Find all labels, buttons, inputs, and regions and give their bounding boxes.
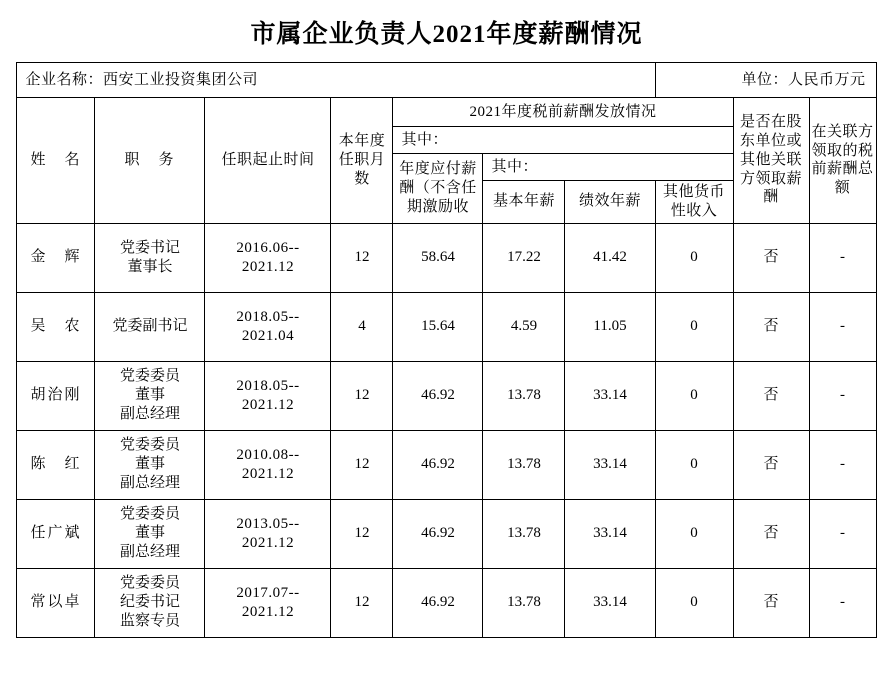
cell-months: 12 — [331, 361, 393, 430]
cell-position — [95, 361, 205, 430]
cell-other-monetary: 0 — [655, 499, 733, 568]
info-row — [17, 63, 876, 98]
table-row — [17, 430, 876, 499]
tenure-line: 2017.07-- — [236, 584, 300, 601]
position-line: 副总经理 — [119, 474, 180, 491]
header-among-which-2: 其中： — [483, 154, 733, 181]
position-line: 副总经理 — [119, 543, 180, 560]
position-line: 董事 — [134, 456, 165, 473]
cell-from-shareholder: 否 — [733, 223, 809, 292]
cell-performance-salary: 33.14 — [565, 430, 655, 499]
header-name: 姓 名 — [17, 98, 95, 224]
position-line: 党委副书记 — [112, 318, 188, 335]
cell-basic-salary: 13.78 — [483, 430, 565, 499]
header-months: 本年度任职月数 — [331, 98, 393, 224]
tenure-line: 2016.06-- — [236, 239, 300, 256]
position-line: 党委委员 — [119, 506, 180, 523]
cell-months: 12 — [331, 568, 393, 637]
cell-name: 金 辉 — [17, 223, 95, 292]
tenure-line: 2021.12 — [241, 396, 295, 413]
cell-annual-payable: 46.92 — [393, 361, 483, 430]
tenure-line: 2021.12 — [241, 603, 295, 620]
cell-basic-salary: 13.78 — [483, 568, 565, 637]
position-line: 董事 — [134, 525, 165, 542]
cell-tenure — [205, 361, 331, 430]
table-row — [17, 223, 876, 292]
cell-related-party-total: - — [809, 361, 876, 430]
cell-other-monetary: 0 — [655, 292, 733, 361]
header-annual-payable: 年度应付薪酬（不含任期激励收 — [393, 154, 483, 224]
cell-tenure — [205, 568, 331, 637]
company-name-cell — [17, 63, 655, 98]
unit-cell: 单位：人民币万元 — [655, 63, 876, 98]
header-row-1 — [17, 98, 876, 127]
cell-performance-salary: 11.05 — [565, 292, 655, 361]
cell-name: 胡治刚 — [17, 361, 95, 430]
cell-months: 12 — [331, 499, 393, 568]
cell-basic-salary: 4.59 — [483, 292, 565, 361]
table-row — [17, 361, 876, 430]
cell-position — [95, 568, 205, 637]
cell-from-shareholder: 否 — [733, 499, 809, 568]
cell-name: 常以卓 — [17, 568, 95, 637]
tenure-line: 2021.12 — [241, 465, 295, 482]
cell-related-party-total: - — [809, 499, 876, 568]
cell-other-monetary: 0 — [655, 430, 733, 499]
header-from-shareholder: 是否在股东单位或其他关联方领取薪酬 — [733, 98, 809, 224]
cell-related-party-total: - — [809, 292, 876, 361]
cell-performance-salary: 41.42 — [565, 223, 655, 292]
cell-from-shareholder: 否 — [733, 568, 809, 637]
header-basic-salary: 基本年薪 — [483, 181, 565, 224]
cell-related-party-total: - — [809, 568, 876, 637]
tenure-line: 2021.12 — [241, 534, 295, 551]
cell-months: 4 — [331, 292, 393, 361]
cell-name: 任广斌 — [17, 499, 95, 568]
position-line: 党委书记 — [119, 239, 180, 256]
cell-other-monetary: 0 — [655, 223, 733, 292]
cell-related-party-total: - — [809, 430, 876, 499]
cell-tenure — [205, 499, 331, 568]
position-line: 纪委书记 — [119, 594, 180, 611]
cell-position — [95, 223, 205, 292]
header-performance-salary: 绩效年薪 — [565, 181, 655, 224]
cell-basic-salary: 17.22 — [483, 223, 565, 292]
cell-from-shareholder: 否 — [733, 361, 809, 430]
cell-name: 吴 农 — [17, 292, 95, 361]
header-pretax-group: 2021年度税前薪酬发放情况 — [393, 98, 733, 127]
header-position: 职 务 — [95, 98, 205, 224]
header-other-monetary: 其他货币性收入 — [655, 181, 733, 224]
page-title: 市属企业负责人2021年度薪酬情况 — [250, 21, 643, 48]
cell-performance-salary: 33.14 — [565, 568, 655, 637]
position-line: 董事长 — [127, 258, 173, 275]
cell-basic-salary: 13.78 — [483, 499, 565, 568]
table-row — [17, 499, 876, 568]
company-value: 西安工业投资集团公司 — [102, 71, 258, 88]
table-row — [17, 568, 876, 637]
cell-position — [95, 430, 205, 499]
tenure-line: 2021.04 — [241, 327, 295, 344]
header-tenure: 任职起止时间 — [205, 98, 331, 224]
tenure-line: 2018.05-- — [236, 308, 300, 325]
cell-name: 陈 红 — [17, 430, 95, 499]
cell-tenure — [205, 292, 331, 361]
position-line: 董事 — [134, 387, 165, 404]
cell-annual-payable: 46.92 — [393, 499, 483, 568]
cell-from-shareholder: 否 — [733, 292, 809, 361]
header-among-which-1: 其中： — [393, 127, 733, 154]
cell-basic-salary: 13.78 — [483, 361, 565, 430]
tenure-line: 2018.05-- — [236, 377, 300, 394]
cell-annual-payable: 15.64 — [393, 292, 483, 361]
cell-related-party-total: - — [809, 223, 876, 292]
cell-other-monetary: 0 — [655, 568, 733, 637]
tenure-line: 2021.12 — [241, 258, 295, 275]
cell-months: 12 — [331, 223, 393, 292]
cell-tenure — [205, 430, 331, 499]
cell-months: 12 — [331, 430, 393, 499]
cell-position — [95, 499, 205, 568]
company-label: 企业名称： — [25, 71, 103, 88]
cell-annual-payable: 46.92 — [393, 568, 483, 637]
position-line: 党委委员 — [119, 575, 180, 592]
tenure-line: 2013.05-- — [236, 515, 300, 532]
position-line: 党委委员 — [119, 368, 180, 385]
position-line: 副总经理 — [119, 405, 180, 422]
position-line: 党委委员 — [119, 437, 180, 454]
header-related-party-total: 在关联方领取的税前薪酬总额 — [809, 98, 876, 224]
cell-tenure — [205, 223, 331, 292]
cell-performance-salary: 33.14 — [565, 361, 655, 430]
position-line: 监察专员 — [119, 612, 180, 629]
cell-performance-salary: 33.14 — [565, 499, 655, 568]
cell-annual-payable: 46.92 — [393, 430, 483, 499]
cell-annual-payable: 58.64 — [393, 223, 483, 292]
cell-position — [95, 292, 205, 361]
salary-table — [16, 62, 876, 638]
cell-from-shareholder: 否 — [733, 430, 809, 499]
tenure-line: 2010.08-- — [236, 446, 300, 463]
table-row — [17, 292, 876, 361]
cell-other-monetary: 0 — [655, 361, 733, 430]
